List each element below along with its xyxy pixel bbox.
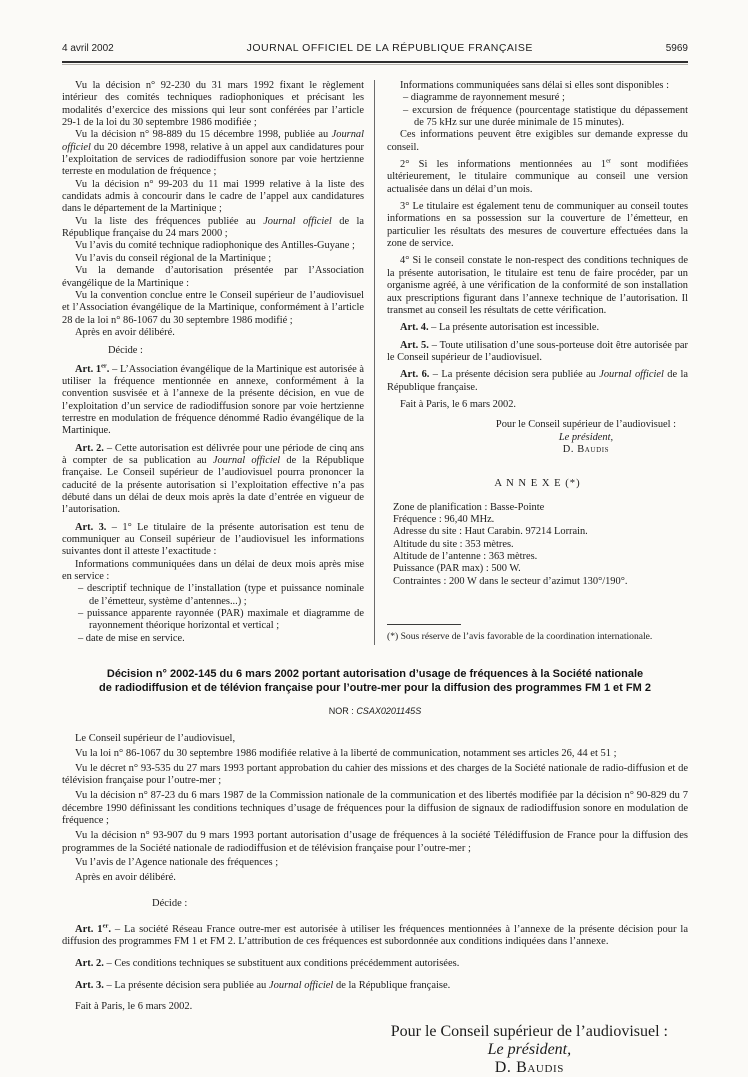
paragraph <box>62 583 364 608</box>
page-number: 5969 <box>665 43 688 54</box>
text-segment: Vu la décision n° 92-230 du 31 mars 1992 fixant le règlement intérieur des comités techniques radiophoniques et précisant les modalités d’exercice des missions qui leur sont conférées par l’article 29-1 de la loi du 30 septembre 1986 modifiée ; <box>62 80 364 129</box>
text-segment: de la République française. <box>387 369 688 393</box>
text-segment: Art. 1 <box>75 363 102 375</box>
paragraph <box>62 240 364 252</box>
left-column <box>62 80 375 645</box>
footnote-text: (*) Sous réserve de l’avis favorable de la coordination internationale. <box>387 630 653 642</box>
paragraph <box>387 255 688 317</box>
text-segment: – L’Association évangélique de la Martinique est autorisée à utiliser la fréquence mentionnée en annexe, conformément à la convention susvisée et à l’annexe de la présente décision, en vue de l’exploitation d’un service de radiodiffusion sonore par voie hertzienne terrestre en modulation de fréquence dénommé Radio évangélique de la Martinique. <box>62 363 364 437</box>
decision2-title-line2: de radiodiffusion et de télévion française pour l’outre-mer pour la diffusion des programmes FM 1 et FM 2 <box>99 682 651 695</box>
paragraph <box>62 290 364 327</box>
text-segment: – puissance apparente rayonnée (PAR) maximale et diagramme de rayonnement théorique horizontal et vertical ; <box>78 608 364 632</box>
decision2-section <box>62 667 688 1077</box>
text-segment: Informations communiquées sans délai si elles sont disponibles : <box>400 80 669 91</box>
text-segment: er <box>606 157 612 165</box>
paragraph <box>387 340 688 365</box>
paragraph <box>62 253 364 265</box>
paragraph <box>393 551 688 563</box>
paragraph <box>62 790 688 828</box>
text-segment: – excursion de fréquence (pourcentage statistique du dépassement de 75 kHz sur une durée minimale de 15 minutes). <box>403 104 688 129</box>
text-segment: Art. 3. <box>75 521 107 533</box>
text-segment: Contraintes : 200 W dans le secteur d’azimut 130°/190°. <box>393 575 628 587</box>
text-segment: – descriptif technique de l’installation (type et puissance nominale de l’émetteur, système d’antennes...) ; <box>78 583 364 607</box>
text-segment: Vu la loi n° 86-1067 du 30 septembre 1986 modifiée relative à la liberté de communication, notamment ses articles 26, 44 et 51 ; <box>75 747 617 759</box>
text-segment: Journal officiel <box>212 454 281 466</box>
signature-for-line: Pour le Conseil supérieur de l’audiovisuel : <box>390 1023 668 1041</box>
left-column-paragraphs <box>62 80 364 645</box>
text-segment: Vu la demande d’autorisation présentée par l’Association évangélique de la Martinique : <box>62 265 364 289</box>
text-segment: Informations communiquées dans un délai de deux mois après mise en service : <box>62 558 364 583</box>
page-header <box>62 42 688 54</box>
text-segment: Art. 1 <box>75 923 103 935</box>
paragraph <box>62 327 364 339</box>
paragraph <box>62 443 364 517</box>
paragraph <box>387 80 688 92</box>
text-segment: Vu la décision n° 87-23 du 6 mars 1987 de la Commission nationale de la communication et des libertés modifiée par la décision n° 90-829 du 7 décembre 1990 définissant les conditions techniques d’usage de fréquences pour la diffusion de signaux de radiodiffusion sonore en modulation de fréquence ; <box>62 789 688 827</box>
text-segment: – La présente décision sera publiée au <box>429 369 600 381</box>
text-segment: Art. 2. <box>75 442 104 454</box>
text-segment: 2° Si les informations mentionnées au 1 <box>400 159 607 171</box>
text-segment: Journal officiel <box>268 979 334 991</box>
text-segment: Après en avoir délibéré. <box>75 872 176 884</box>
text-segment: 4° Si le conseil constate le non-respect des conditions techniques de la présente autorisation, le titulaire est tenu de faire procéder, par un organisme agréé, à une vérification de la conformité de son installation aux prescriptions figurant dans l’annexe technique de l’autorisation. Il transmet au conseil les résultats de cette vérification. <box>387 255 688 316</box>
text-segment: Vu le décret n° 93-535 du 27 mars 1993 portant approbation du cahier des missions et des charges de la Société nationale de radio-diffusion et de télévision française pour l’outre-mer ; <box>62 762 688 787</box>
text-segment: Le Conseil supérieur de l’audiovisuel, <box>75 733 236 745</box>
text-segment: er <box>102 922 109 930</box>
paragraph <box>62 364 364 438</box>
text-segment: 3° Le titulaire est également tenu de communiquer au conseil toutes informations en sa possession sur la couverture de l’émetteur, en particulier les résultats des mesures de couverture effectuées dans la zone de service. <box>387 201 688 250</box>
text-segment: Décide : <box>152 897 188 909</box>
text-segment: – Ces conditions techniques se substituent aux conditions précédemment autorisées. <box>103 957 460 969</box>
paragraph <box>62 522 364 559</box>
text-segment: Vu la liste des fréquences publiée au <box>75 215 264 227</box>
paragraph <box>62 857 688 870</box>
header-rule <box>62 61 688 65</box>
journal-title: JOURNAL OFFICIEL DE LA RÉPUBLIQUE FRANÇAISE <box>246 42 533 54</box>
text-segment: Art. 2. <box>75 957 104 969</box>
paragraph <box>393 539 688 551</box>
text-segment: Vu la décision n° 98-889 du 15 décembre 1998, publiée au <box>75 129 332 141</box>
text-segment: – 1° Le titulaire de la présente autorisation est tenu de communiquer au Conseil supérieur de l’audiovisuel les informations suivantes dont il atteste l’exactitude : <box>62 521 364 558</box>
paragraph <box>62 216 364 241</box>
signature-role-line: Le président, <box>558 431 614 443</box>
footnote-rule <box>387 624 461 625</box>
paragraph <box>62 265 364 290</box>
text-segment: er <box>101 362 107 370</box>
annexe-details <box>393 502 688 588</box>
text-segment: – La société Réseau France outre-mer est autorisée à utiliser les fréquences mentionnées à l’annexe de la présente décision pour la diffusion des programmes FM 1 et FM 2. L’attribution de ces fréquences est subordonnée aux conditions indiquées dans l’annexe. <box>62 923 688 948</box>
text-segment: Journal officiel <box>263 215 332 227</box>
signature-role-line: Le président, <box>487 1041 572 1059</box>
paragraph <box>387 129 688 154</box>
text-segment: – La présente décision sera publiée au <box>103 979 269 991</box>
signature-for-line: Pour le Conseil supérieur de l’audiovisuel : <box>495 419 676 431</box>
paragraph <box>62 733 688 746</box>
paragraph <box>152 898 688 911</box>
signature-name-line: D. Baudis <box>494 1059 564 1077</box>
text-segment: – date de mise en service. <box>78 632 185 644</box>
nor-code: CSAX0201145S <box>356 706 422 717</box>
paragraph <box>62 633 364 645</box>
text-segment: Vu l’avis du comité technique radiophonique des Antilles-Guyane ; <box>75 240 355 252</box>
paragraph <box>393 514 688 526</box>
footnote <box>387 608 688 645</box>
paragraph <box>62 559 364 584</box>
text-segment: – Toute utilisation d’une sous-porteuse doit être autorisée par le Conseil supérieur de l’audiovisuel. <box>387 339 688 363</box>
paragraph <box>62 924 688 949</box>
text-segment: Journal officiel <box>62 129 364 153</box>
paragraph <box>393 502 688 514</box>
text-segment: Puissance (PAR max) : 500 W. <box>393 563 521 575</box>
decision1-body <box>62 80 688 645</box>
paragraph <box>62 763 688 788</box>
text-segment: Art. 3. <box>75 979 104 991</box>
decision2-paragraphs <box>62 733 688 1014</box>
text-segment: Fait à Paris, le 6 mars 2002. <box>75 1001 193 1013</box>
text-segment: de la République française. Le Conseil supérieur de l’audiovisuel pourra prononcer la caducité de la présente autorisation si l’exploitation effective n’a pas débuté dans un délai de deux mois après la date d’entrée en vigueur de l’autorisation. <box>62 454 364 516</box>
paragraph <box>387 201 688 250</box>
paragraph <box>393 526 688 538</box>
paragraph <box>387 92 688 104</box>
text-segment: Zone de planification : Basse-Pointe <box>393 501 545 513</box>
decision2-title-line1: Décision n° 2002-145 du 6 mars 2002 portant autorisation d’usage de fréquences à la Société nationale <box>106 668 644 681</box>
text-segment: . <box>108 923 111 935</box>
decision2-title <box>62 667 688 695</box>
text-segment: . <box>106 363 110 375</box>
text-segment: Vu la décision n° 93-907 du 9 mars 1993 portant autorisation d’usage de fréquences à la société Télédiffusion de France pour la diffusion des programmes de la Société nationale de radiodiffusion et de télévision française pour l’outre-mer ; <box>62 830 688 854</box>
text-segment: – diagramme de rayonnement mesuré ; <box>403 92 565 104</box>
text-segment: Ces informations peuvent être exigibles sur demande expresse du conseil. <box>387 129 688 153</box>
text-segment: du 20 décembre 1998, relative à un appel aux candidatures pour l’exploitation de services de radiodiffusion sonore par voie hertzienne terreste en modulation de fréquence ; <box>62 141 364 178</box>
text-segment: Vu l’avis du conseil régional de la Martinique ; <box>75 252 272 264</box>
text-segment: Altitude du site : 353 mètres. <box>393 538 514 550</box>
text-segment: – Cette autorisation est délivrée pour une période de cinq ans à compter de sa publication au <box>62 442 364 466</box>
paragraph <box>62 872 688 885</box>
paragraph <box>393 576 688 588</box>
text-segment: Vu l’avis de l’Agence nationale des fréquences ; <box>75 857 279 869</box>
paragraph <box>387 105 688 130</box>
text-segment: sont modifiées ultérieurement, le titulaire communique au conseil une version actualisée dans un délai d’un mois. <box>387 159 688 195</box>
paragraph <box>62 179 364 216</box>
text-segment: de la République française du 24 mars 2000 ; <box>62 215 364 240</box>
right-column <box>375 80 688 645</box>
paragraph <box>62 830 688 855</box>
paragraph <box>387 159 688 196</box>
paragraph <box>62 1001 688 1014</box>
text-segment: Fait à Paris, le 6 mars 2002. <box>400 398 517 410</box>
paragraph <box>62 80 364 129</box>
nor-line <box>62 706 688 716</box>
text-segment: Fréquence : 96,40 MHz. <box>393 513 495 525</box>
paragraph <box>387 322 688 334</box>
paragraph <box>108 345 364 357</box>
text-segment: Altitude de l’antenne : 363 mètres. <box>393 551 538 562</box>
nor-label: NOR : <box>328 706 357 717</box>
paragraph <box>387 369 688 394</box>
text-segment: de la République française. <box>333 979 451 991</box>
paragraph <box>62 958 688 971</box>
text-segment: – La présente autorisation est incessible. <box>428 322 600 334</box>
text-segment: Art. 6. <box>400 369 430 381</box>
text-segment: Art. 4. <box>400 322 429 334</box>
paragraph <box>393 563 688 575</box>
signature-name-line: D. Baudis <box>562 443 610 455</box>
paragraph <box>62 748 688 761</box>
text-segment: Adresse du site : Haut Carabin. 97214 Lorrain. <box>393 526 588 538</box>
right-column-paragraphs <box>387 80 688 411</box>
text-segment: Décide : <box>108 345 143 357</box>
annexe-heading: A N N E X E (*) <box>494 478 581 490</box>
text-segment: Après en avoir délibéré. <box>75 326 175 338</box>
paragraph <box>62 129 364 178</box>
text-segment: Art. 5. <box>400 339 429 351</box>
header-date: 4 avril 2002 <box>62 43 114 54</box>
text-segment: Journal officiel <box>599 369 664 381</box>
paragraph <box>387 399 688 411</box>
signature-block <box>496 419 676 456</box>
paragraph <box>62 980 688 993</box>
text-segment: Vu la décision n° 99-203 du 11 mai 1999 relative à la liste des candidats admis à concourir dans le cadre de l’appel aux candidatures dans le département de la Martinique ; <box>62 178 364 215</box>
paragraph <box>62 608 364 633</box>
signature-block-2 <box>391 1023 668 1077</box>
text-segment: Vu la convention conclue entre le Conseil supérieur de l’audiovisuel et l’Association évangélique de la Martinique, conformément à l’article 28 de la loi n° 86-1067 du 30 septembre 1986 modifié ; <box>62 289 364 326</box>
